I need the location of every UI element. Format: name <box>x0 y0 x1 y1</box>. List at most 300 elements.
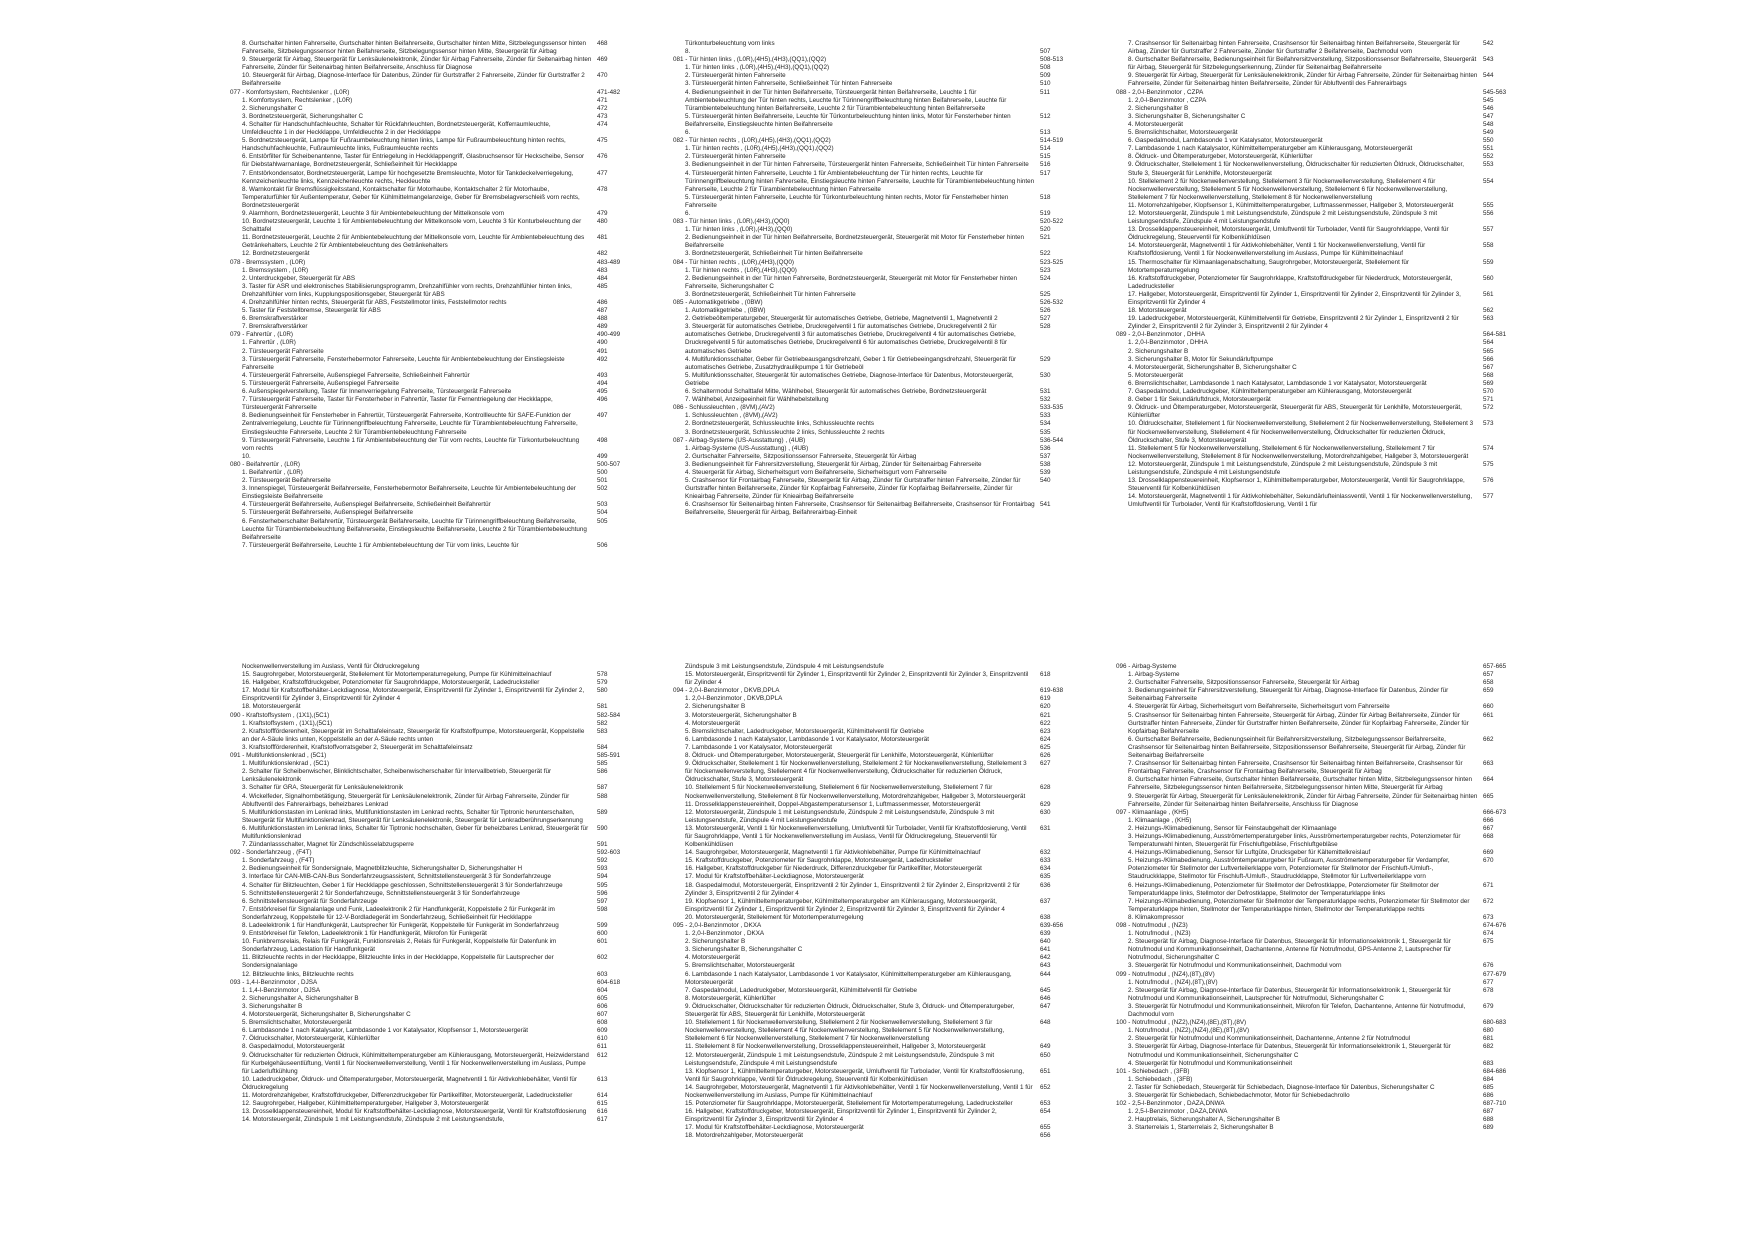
entry-text: 1. 2,0-l-Benzinmotor , DKXA <box>685 930 765 938</box>
entry-text: 10. Ladedruckgeber, Öldruck- und Öltemperaturgeber, Motorsteuergerät, Magnetventil 1 für Aktivkohlebehälter, Ventil für Öldruckregelung <box>242 1075 577 1091</box>
index-entry <box>242 865 637 873</box>
page-number: 627 <box>1040 760 1051 768</box>
index-entry <box>685 801 1080 809</box>
entry-text: 6. Lambdasonde 1 nach Katalysator, Lambdasonde 1 vor Katalysator, Klopfsensor 1, Motorsteuergerät <box>242 1027 528 1035</box>
entry-text: 1. Notrufmodul , (NZ3) <box>1128 930 1191 938</box>
page-number: 659 <box>1483 687 1494 695</box>
page-number: 602 <box>597 954 608 962</box>
entry-text: 7. Entstörkondensator, Bordnetzsteuergerät, Lampe für hochgesetzte Bremsleuchte, Motor für Tankdeckelverriegelung, Kennzeichenleuchte links, Kennzeichenleuchte rechts, Heckleuchte <box>242 169 574 185</box>
index-entry <box>242 1116 637 1124</box>
entry-text: 13. Drosselklappensteuereinheit, Klopfsensor 1, Kühlmitteltemperaturgeber, Motorsteuergerät, Ventil für Saugrohrklappe, Steuerventil für Kolbenkühldüsen <box>1128 477 1465 493</box>
index-entry <box>685 145 1080 153</box>
index-entry <box>685 809 1080 825</box>
page-number: 489 <box>597 323 608 331</box>
page-number: 508 <box>1040 64 1051 72</box>
page-number: 642 <box>1040 954 1051 962</box>
entry-text: 3. Steuergerät für automatisches Getriebe, Druckregelventil 1 für automatisches Getriebe, Druckregelventil 2 für automatisches Getriebe, Druckregelventil 3 für automatisches Getriebe, Druckregelventil 4 für automatisches Getriebe, Druckregelventil 5 für automatisches Getriebe, Druckregelventil 6 für automatisches Getriebe, Druckregelventil 8 für automatisches Getriebe <box>685 323 1016 355</box>
index-entry <box>242 1076 637 1092</box>
index-entry <box>1128 825 1523 833</box>
index-entry <box>242 857 637 865</box>
entry-text: 7. Bremskraftverstärker <box>242 323 308 331</box>
entry-text: 6. Crashsensor für Seitenairbag hinten Fahrerseite, Crashsensor für Seitenairbag Beifahrerseite, Crashsensor für Frontairbag Beifahrerseite, Steuergerät für Airbag, Beifahrerairbag-Einheit <box>685 501 1035 517</box>
entry-text: 081 - Tür hinten links , (L0R),(4H5),(4H3),(QQ1),(QQ2) <box>673 56 827 64</box>
page-number: 606 <box>597 1002 608 1010</box>
page-number: 490-499 <box>597 331 621 339</box>
entry-text: 9. Öldruckschalter, Stellelement 1 für Nockenwellenverstellung, Stellelement 2 für Nockenwellenverstellung, Stellelement 3 für Nockenwellenverstellung, Stellelement 4 für Nockenwellenverstellung, Öldruckschalter für reduzierten Öldruck, Öldruckschalter, Stufe 3, Motorsteuergerät <box>685 760 1027 784</box>
index-entry <box>685 849 1080 857</box>
index-entry <box>242 744 637 752</box>
entry-text: 3. Sicherungshalter B, Sicherungshalter C <box>685 946 803 954</box>
index-entry <box>242 275 637 283</box>
page-number: 536-544 <box>1040 436 1064 444</box>
page-number: 548 <box>1483 120 1494 128</box>
index-entry <box>685 962 1080 970</box>
index-entry <box>685 48 1080 56</box>
entry-text: 3. Bedienungseinheit für Fahrersitzverstellung, Steuergerät für Airbag, Zünder für Seitenairbag Fahrerseite <box>685 460 982 468</box>
entry-text: 6. Lambdasonde 1 nach Katalysator, Lambdasonde 1 vor Katalysator, Kühlmitteltemperaturgeber am Kühlerausgang, Motorsteuergerät <box>685 970 1012 986</box>
page-number: 519 <box>1040 209 1051 217</box>
index-section-heading <box>230 89 637 97</box>
page-number: 487 <box>597 307 608 315</box>
index-section-heading <box>230 849 637 857</box>
page-number: 515 <box>1040 153 1051 161</box>
entry-text: 1. Komfortsystem, Rechtslenker , (L0R) <box>242 96 353 104</box>
index-entry <box>685 857 1080 865</box>
entry-text: 8. Gurtschalter Beifahrerseite, Bedienungseinheit für Beifahrersitzverstellung, Sitzpositionssensor Beifahrerseite, Steuergerät für Airbag, Steuergerät für Sitzbelegungserkennung, Zünder für Seitenairbag Beifahrerseite <box>1128 56 1477 72</box>
entry-text: 2. Bordnetzsteuergerät, Schlussleuchte links, Schlussleuchte rechts <box>685 420 875 428</box>
page-number: 637 <box>1040 897 1051 905</box>
index-entry <box>242 477 637 485</box>
index-entry <box>685 64 1080 72</box>
entry-text: 2. Sicherungshalter B <box>1128 347 1189 355</box>
entry-text: 11. Motordrehzahlgeber, Kraftstoffdruckgeber, Differenzdruckgeber für Partikelfilter, Motorsteuergerät, Ladedrucksteller <box>242 1091 573 1099</box>
index-entry <box>242 210 637 218</box>
entry-text: 1. Fahrertür , (L0R) <box>242 339 296 347</box>
page-number: 603 <box>597 970 608 978</box>
page-number: 522 <box>1040 250 1051 258</box>
entry-text: 2. Sicherungshalter C <box>242 104 303 112</box>
page-number: 641 <box>1040 946 1051 954</box>
page-number: 636 <box>1040 881 1051 889</box>
page-number: 621 <box>1040 711 1051 719</box>
entry-text: 8. Gaspedalmodul, Motorsteuergerät <box>242 1043 345 1051</box>
page-number: 583 <box>597 727 608 735</box>
index-entry <box>685 234 1080 250</box>
page-number: 577 <box>1483 493 1494 501</box>
index-entry <box>685 210 1080 218</box>
index-entry <box>242 234 637 250</box>
index-entry <box>242 153 637 169</box>
entry-text: 4. Motorsteuergerät <box>1128 120 1183 128</box>
index-entry <box>685 914 1080 922</box>
page-2-column-2 <box>673 663 1080 1141</box>
entry-text: 7. Lambdasonde 1 nach Katalysator, Kühlmitteltemperaturgeber am Kühlerausgang, Motorsteuergerät <box>1128 145 1413 153</box>
entry-text: 19. Klopfsensor 1, Kühlmitteltemperaturgeber, Kühlmitteltemperaturgeber am Kühlerausgang, Motorsteuergerät, Einspritzventil für Zylinder 1, Einspritzventil für Zylinder 2, Einspritzventil für Zylinder 3, Einspritzventil für Zylinder 4 <box>685 897 1005 913</box>
index-entry <box>242 372 637 380</box>
entry-text: 3. Steuergerät für Airbag, Diagnose-Interface für Datenbus, Steuergerät für Informationselektronik 1, Steuergerät für Notrufmodul und Kommunikationseinheit, Sicherungshalter C <box>1128 1043 1451 1059</box>
index-entry <box>685 388 1080 396</box>
page-number: 558 <box>1483 242 1494 250</box>
entry-text: 13. Klopfsensor 1, Kühlmitteltemperaturgeber, Motorsteuergerät, Umluftventil für Turbolader, Ventil für Kraftstoffdosierung, Ventil für Saugrohrklappe, Ventil für Öldruckregelung, Steuerventil für Kolbenkühldüsen <box>685 1067 1025 1083</box>
index-entry <box>685 356 1080 372</box>
page-number: 531 <box>1040 388 1051 396</box>
page-number: 600 <box>597 930 608 938</box>
page-number: 670 <box>1483 857 1494 865</box>
entry-text: 12. Motorsteuergerät, Zündspule 1 mit Leistungsendstufe, Zündspule 2 mit Leistungsendstufe, Zündspule 3 mit Leistungsendstufe, Zündspule 4 mit Leistungsendstufe <box>1128 460 1438 476</box>
page-number: 521 <box>1040 234 1051 242</box>
page-number: 476 <box>597 153 608 161</box>
index-entry <box>242 218 637 234</box>
page-number: 653 <box>1040 1100 1051 1108</box>
index-entry <box>685 760 1080 784</box>
entry-text: 2. Türsteuergerät hinten Fahrerseite <box>685 72 786 80</box>
index-entry <box>242 679 637 687</box>
page-number: 604-618 <box>597 978 621 986</box>
page-number: 683 <box>1483 1059 1494 1067</box>
entry-text: 3. Steuergerät für Notrufmodul und Kommunikationseinheit, Mikrofon für Telefon, Dachantenne, Antenne für Notrufmodul, Dachmodul vorn <box>1128 1002 1466 1019</box>
entry-text: 17. Hallgeber, Motorsteuergerät, Einspritzventil für Zylinder 1, Einspritzventil für Zylinder 2, Einspritzventil für Zylinder 3, Einspritzventil für Zylinder 4 <box>1128 290 1461 306</box>
index-entry <box>1128 493 1523 509</box>
index-entry <box>685 865 1080 873</box>
page-1-column-1 <box>230 40 637 550</box>
page-number: 504 <box>597 509 608 517</box>
page-number: 687 <box>1483 1108 1494 1116</box>
page-number: 516 <box>1040 161 1051 169</box>
page-number: 471-482 <box>597 88 621 96</box>
index-entry <box>242 995 637 1003</box>
index-entry <box>242 1108 637 1116</box>
entry-text: 7. Gaspedalmodul, Ladedruckgeber, Motorsteuergerät, Kühlmittelventil für Getriebe <box>685 986 918 994</box>
index-entry <box>685 995 1080 1003</box>
index-entry <box>1128 736 1523 760</box>
page-number: 634 <box>1040 865 1051 873</box>
index-entry <box>242 105 637 113</box>
page-number: 593 <box>597 865 608 873</box>
entry-text: 11. Motorrehzahlgeber, Klopfsensor 1, Kühlmitteltemperaturgeber, Luftmassenmesser, Hallgeber 3, Motorsteuergerät <box>1128 201 1454 209</box>
entry-text: 9. Öldruckschalter, Öldruckschalter für reduzierten Öldruck, Öldruckschalter, Stufe 3, Öldruck- und Öltemperaturgeber, Steuergerät für ABS, Steuergerät für Lenkhilfe, Motorsteuergerät <box>685 1002 1015 1019</box>
index-entry <box>1128 307 1523 315</box>
index-entry <box>242 501 637 509</box>
entry-text: 1. Tür hinten rechts , (L0R),(4H3),(QQ0) <box>685 266 797 274</box>
entry-text: 082 - Tür hinten rechts , (L0R),(4H5),(4H3),(QQ1),(QQ2) <box>673 137 831 145</box>
index-entry <box>685 728 1080 736</box>
page-number: 541 <box>1040 501 1051 509</box>
index-entry <box>1128 760 1523 776</box>
page-number: 605 <box>597 994 608 1002</box>
page-number: 591 <box>597 841 608 849</box>
index-entry <box>685 170 1080 194</box>
entry-text: 8. Gurtschalter hinten Fahrerseite, Gurtschalter hinten Beifahrerseite, Gurtschalter hinten Mitte, Sitzbelegungssensor hinten Fahrerseite, Sitzbelegungssensor hinten Beifahrerseite, Sitzbelegungssensor hinten Mitte, Steuergerät für Airbag <box>1128 776 1473 792</box>
entry-text: 13. Drosselklappensteuereinheit, Modul für Kraftstoffbehälter-Leckdiagnose, Motorsteuergerät, Ventil für Kraftstoffdosierung <box>242 1108 587 1116</box>
entry-text: 4. Motorsteuergerät <box>685 954 740 962</box>
entry-text: 1. Klimaanlage , (KH5) <box>1128 816 1192 824</box>
entry-text: 5. Türsteuergerät hinten Fahrerseite, Leuchte für Türkonturbeleuchtung hinten rechts, Motor für Fensterheber hinten Fahrerseite <box>685 193 1009 209</box>
page-number: 668 <box>1483 832 1494 840</box>
page-number: 639-656 <box>1040 922 1064 929</box>
page-number: 643 <box>1040 962 1051 970</box>
entry-text: 15. Potenziometer für Saugrohrklappe, Motorsteuergerät, Stellelement für Motortemperaturregelung, Ladedrucksteller <box>685 1100 1013 1108</box>
page-number: 485 <box>597 282 608 290</box>
entry-text: 6. <box>685 209 691 217</box>
index-entry <box>685 663 1080 671</box>
page-number: 565 <box>1483 347 1494 355</box>
page-number: 534 <box>1040 420 1051 428</box>
entry-text: 16. Hallgeber, Kraftstoffdruckgeber, Motorsteuergerät, Einspritzventil für Zylinder 1, Einspritzventil für Zylinder 2, Einspritzventil für Zylinder 3, Einspritzventil für Zylinder 4 <box>685 1108 997 1124</box>
index-entry <box>685 695 1080 703</box>
entry-text: 3. Bedienungseinheit für Fahrersitzverstellung, Steuergerät für Airbag, Diagnose-Interface für Datenbus, Zünder für Seitenairbag Fahrerseite <box>1128 687 1449 703</box>
entry-text: 5. Bremslichtschalter, Motorsteuergerät <box>242 1019 352 1027</box>
entry-text: 102 - 2,5-l-Benzinmotor , DAZA,DNWA <box>1116 1100 1225 1108</box>
index-entry <box>242 186 637 210</box>
page-number: 616 <box>597 1108 608 1116</box>
page-number: 590 <box>597 824 608 832</box>
page-number: 526 <box>1040 307 1051 315</box>
entry-text: 088 - 2,0-l-Benzinmotor , CZPA <box>1116 88 1204 96</box>
page-number: 667 <box>1483 824 1494 832</box>
index-entry <box>1128 857 1523 881</box>
index-entry <box>1128 712 1523 736</box>
index-entry <box>685 250 1080 258</box>
page-number: 629 <box>1040 800 1051 808</box>
page-number: 559 <box>1483 258 1494 266</box>
page-number: 619-638 <box>1040 687 1064 695</box>
page-number: 483-489 <box>597 258 621 266</box>
index-entry <box>1128 817 1523 825</box>
index-entry <box>1128 461 1523 477</box>
index-section-heading <box>673 137 1080 145</box>
entry-text: 9. Türsteuergerät Fahrerseite, Leuchte 1 für Ambientebeleuchtung der Tür vorn rechts, Leuchte für Türkonturbeleuchtung vorn rechts <box>242 436 580 452</box>
entry-text: 3. Türsteuergerät Fahrerseite, Fensterhebermotor Fahrerseite, Leuchte für Ambientebeleuchtung der Einstiegsleiste Fahrerseite <box>242 355 565 371</box>
page-number: 473 <box>597 112 608 120</box>
page-number: 569 <box>1483 379 1494 387</box>
index-entry <box>685 736 1080 744</box>
entry-text: 079 - Fahrertür , (L0R) <box>230 331 293 339</box>
index-entry <box>242 121 637 137</box>
entry-text: Nockenwellenverstellung im Auslass, Ventil für Öldruckregelung <box>242 663 420 670</box>
entry-text: 11. Stellelement 5 für Nockenwellenverstellung, Stellelement 6 für Nockenwellenverstellung, Stellelement 7 für Nockenwellenverstellung, Stellelement 8 für Nockenwellenverstellung, Motordrehzahlgeber, Hallgeber 3, Motorsteuergerät <box>1128 444 1469 460</box>
entry-text: 19. Ladedruckgeber, Motorsteuergerät, Kühlmittelventil für Getriebe, Einspritzventil 2 für Zylinder 1, Einspritzventil 2 für Zylinder 2, Einspritzventil 2 für Zylinder 3, Einspritzventil 2 für Zylinder 4 <box>1128 315 1459 331</box>
entry-text: 6. Heizungs-/Klimabedienung, Potenziometer für Stellmotor der Defrostklappe, Potenziometer für Stellmotor der Temperaturklappe links, Stellmotor der Defrostklappe, Stellmotor der Temperaturklappe links <box>1128 881 1440 897</box>
page-number: 654 <box>1040 1108 1051 1116</box>
index-section-heading <box>1116 1100 1523 1108</box>
entry-text: 8. Geber 1 für Sekundärluftdruck, Motorsteuergerät <box>1128 396 1271 404</box>
entry-text: 2. Türsteuergerät Beifahrerseite <box>242 477 331 485</box>
entry-text: 5. Multifunktionstasten im Lenkrad links, Multifunktionstasten im Lenkrad rechts, Schalter für Tiptronic herunterschalten, Steuergerät für Multifunktionslenkrad, Steuergerät für Lenksäulenelektronik, Steuergerät für Lenkradberührungserkennung <box>242 808 583 824</box>
entry-text: 093 - 1,4-l-Benzinmotor , DJSA <box>230 978 318 986</box>
entry-text: 078 - Bremssystem , (L0R) <box>230 258 306 266</box>
page-number: 674-676 <box>1483 922 1507 929</box>
entry-text: 080 - Beifahrertür , (L0R) <box>230 460 300 468</box>
index-entry <box>242 315 637 323</box>
entry-text: 8. Klimakompressor <box>1128 913 1184 921</box>
entry-text: 4. Drehzahlfühler hinten rechts, Steuergerät für ABS, Feststellmotor links, Feststellmotor rechts <box>242 299 507 306</box>
entry-text: 10. Stellelement 5 für Nockenwellenverstellung, Stellelement 6 für Nockenwellenverstellung, Stellelement 7 für Nockenwellenverstellung, Stellelement 8 für Nockenwellenverstellung, Motordrehzahlgeber, Hallgeber 3, Motorsteuergerät <box>685 784 1026 800</box>
index-entry <box>685 194 1080 210</box>
index-entry <box>685 226 1080 234</box>
index-entry <box>242 267 637 275</box>
page-number: 530 <box>1040 371 1051 379</box>
entry-text: 8. Öldruck- und Öltemperaturgeber, Motorsteuergerät, Steuergerät für Lenkhilfe, Motorsteuergerät, Kühlerlüfter <box>685 752 994 760</box>
entry-text: 3. Innenspiegel, Türsteuergerät Beifahrerseite, Fensterhebermotor Beifahrerseite, Leuchte für Ambientebeleuchtung der Einstiegsleiste Beifahrerseite <box>242 485 576 501</box>
page-number: 608 <box>597 1019 608 1027</box>
page-number: 477 <box>597 169 608 177</box>
page-number: 658 <box>1483 679 1494 687</box>
index-entry <box>242 307 637 315</box>
index-entry <box>685 291 1080 299</box>
index-entry <box>242 72 637 88</box>
page-number: 673 <box>1483 913 1494 921</box>
page-number: 556 <box>1483 209 1494 217</box>
index-entry <box>242 703 637 711</box>
page-2-column-3 <box>1116 663 1523 1132</box>
index-entry <box>685 873 1080 881</box>
page-number: 525 <box>1040 290 1051 298</box>
index-entry <box>242 882 637 890</box>
page-number: 486 <box>597 299 608 306</box>
index-entry <box>242 453 637 461</box>
page-number: 512 <box>1040 112 1051 120</box>
index-entry <box>685 40 1080 48</box>
page-number: 669 <box>1483 849 1494 857</box>
index-entry <box>685 307 1080 315</box>
entry-text: 9. Öldruck- und Öltemperaturgeber, Motorsteuergerät, Steuergerät für ABS, Steuergerät für Lenkhilfe, Motorsteuergerät, Kühlerlüfter <box>1128 404 1462 420</box>
index-entry <box>242 356 637 372</box>
page-number: 570 <box>1483 388 1494 396</box>
page-number: 652 <box>1040 1083 1051 1091</box>
index-entry <box>242 898 637 906</box>
page-number: 620 <box>1040 703 1051 711</box>
entry-text: 3. Bordnetzsteuergerät, Schließeinheit Tür hinten Fahrerseite <box>685 290 856 298</box>
index-section-heading <box>673 437 1080 445</box>
entry-text: 12. Motorsteuergerät, Zündspule 1 mit Leistungsendstufe, Zündspule 2 mit Leistungsendstufe, Zündspule 3 mit Leistungsendstufe, Zündspule 4 mit Leistungsendstufe <box>685 1051 995 1067</box>
entry-text: 3. Bordnetzsteuergerät, Sicherungshalter C <box>242 112 364 120</box>
index-entry <box>685 323 1080 355</box>
index-entry <box>242 760 637 768</box>
entry-text: 3. Motorsteuergerät, Sicherungshalter B <box>685 711 797 719</box>
entry-text: 2. Steuergerät für Airbag, Diagnose-Interface für Datenbus, Steuergerät für Informationselektronik 1, Steuergerät für Notrufmodul und Kommunikationseinheit, Dachantenne, Antenne für Notrufmodul, GPS-Antenne 2, Lautsprecher für Notrufmodul, Sicherungshalter C <box>1128 938 1452 962</box>
index-entry <box>1128 445 1523 461</box>
entry-text: 11. Bordnetzsteuergerät, Leuchte 2 für Ambientebeleuchtung der Mittelkonsole vorn, Leuchte für Ambientebeleuchtung des Getränkehalters, Leuchte 2 für Ambientebeleuchtung des Getränkehalters <box>242 234 585 250</box>
entry-text: 3. Schalter für GRA, Steuergerät für Lenksäulenelektronik <box>242 784 404 792</box>
index-section-heading <box>673 687 1080 695</box>
index-entry <box>685 461 1080 469</box>
index-entry <box>1128 380 1523 388</box>
page-number: 674 <box>1483 930 1494 938</box>
index-section-heading <box>230 461 637 469</box>
index-entry <box>685 712 1080 720</box>
page-number: 508-513 <box>1040 56 1064 64</box>
index-entry <box>685 898 1080 914</box>
page-number: 582-584 <box>597 711 621 719</box>
index-entry <box>1128 121 1523 129</box>
entry-text: 7. Zündanlassschalter, Magnet für Zündschlüsselabzugsperre <box>242 841 414 849</box>
page-number: 657 <box>1483 671 1494 679</box>
entry-text: 18. Motordrehzahlgeber, Motorsteuergerät <box>685 1132 803 1140</box>
entry-text: 6. Lambdasonde 1 nach Katalysator, Lambdasonde 1 vor Katalysator, Motorsteuergerät <box>685 735 929 743</box>
page-number: 604 <box>597 986 608 994</box>
entry-text: 3. Steuergerät für Notrufmodul und Kommunikationseinheit, Dachmodul vorn <box>1128 962 1342 970</box>
index-entry <box>1128 962 1523 970</box>
entry-text: 2. Bedienungseinheit für Sondersignale, Magnetblitzleuchte, Sicherungshalter D, Sicherungshalter H <box>242 865 523 873</box>
index-entry <box>1128 242 1523 258</box>
page-number: 518 <box>1040 193 1051 201</box>
page-number: 574 <box>1483 444 1494 452</box>
entry-text: 5. Türsteuergerät Beifahrerseite, Außenspiegel Beifahrerseite <box>242 509 414 517</box>
entry-text: 4. Steuergerät für Airbag, Sicherheitsgurt vorn Beifahrerseite, Sicherheitsgurt vorn Fahrerseite <box>685 468 947 476</box>
page-number: 517 <box>1040 169 1051 177</box>
page-number: 646 <box>1040 994 1051 1002</box>
page-number: 537 <box>1040 452 1051 460</box>
page-number: 633 <box>1040 857 1051 865</box>
index-entry <box>242 663 637 671</box>
entry-text: 14. Motorsteuergerät, Zündspule 1 mit Leistungsendstufe, Zündspule 2 mit Leistungsendstufe, <box>242 1116 505 1124</box>
index-entry <box>242 388 637 396</box>
index-entry <box>685 1132 1080 1140</box>
entry-text: 14. Motorsteuergerät, Magnetventil 1 für Aktivkohlebehälter, Ventil 1 für Nockenwellenverstellung, Ventil für Kraftstoffdosierung, Ventil 1 für Nockenwellenverstellung im Auslass, Pumpe für Kühlmittelnachlauf <box>1128 242 1426 258</box>
entry-text: 6. Multifunktionstasten im Lenkrad links, Schalter für Tiptronic hochschalten, Geber für beheizbares Lenkrad, Steuergerät für Multifunktionslenkrad <box>242 824 589 840</box>
page-number: 523 <box>1040 266 1051 274</box>
index-entry <box>685 1124 1080 1132</box>
page-number: 572 <box>1483 404 1494 412</box>
entry-text: 1. Kraftstoffsystem , (1X1),(5C1) <box>242 719 333 727</box>
entry-text: 13. Drosselklappensteuereinheit, Motorsteuergerät, Umluftventil für Turbolader, Ventil für Saugrohrklappe, Ventil für Öldruckregelung, Steuerventil für Kolbenkühldüsen <box>1128 226 1449 242</box>
entry-text: 5. Heizungs-/Klimabedienung, Ausströmtemperaturgeber für Fußraum, Ausströmertemperaturgeber für Verdampfer, Potenziometer für Stellmotor der Luftverteilerklappe vorn, Potenziometer für Stellmotor der Frischluft-/Umluft-, Staudruckklappe, Stellmotor für Frischluft-/Umluft-, Staudruckklappe, Stellmotor für Luftverteilerklappe vorn <box>1128 857 1450 881</box>
index-entry <box>685 469 1080 477</box>
entry-text: 1. 2,0-l-Benzinmotor , DHHA <box>1128 339 1208 347</box>
index-entry <box>1128 1043 1523 1059</box>
index-entry <box>1128 356 1523 364</box>
entry-text: 10. Stellelement 2 für Nockenwellenverstellung, Stellelement 3 für Nockenwellenverstellung, Stellelement 4 für Nockenwellenverstellung, Stellelement 5 für Nockenwellenverstellung, Stellelement 6 für Nockenwellenverstellung, Stellelement 7 für Nockenwellenverstellung, Stellelement 8 für Nockenwellenverstellung <box>1128 177 1448 201</box>
entry-text: 2. Sicherungshalter B <box>685 703 746 711</box>
page-number: 576 <box>1483 477 1494 485</box>
entry-text: 3. Taster für ASR und elektronisches Stabilisierungsprogramm, Drehzahlfühler vorn rechts, Drehzahlfühler hinten links, Drehzahlfühler vorn links, Kupplungspositionsgeber, Steuergerät für ABS <box>242 282 572 298</box>
entry-text: 1. 2,0-l-Benzinmotor , CZPA <box>1128 96 1207 104</box>
page-number: 596 <box>597 889 608 897</box>
index-section-heading <box>230 331 637 339</box>
entry-text: 8. Ladeelektronik 1 für Handfunkgerät, Lautsprecher für Funkgerät, Koppelstelle für Funkgerät im Sonderfahrzeug <box>242 922 559 929</box>
page-number: 506 <box>597 541 608 549</box>
entry-text: 16. Hallgeber, Kraftstoffdruckgeber für Niederdruck, Differenzdruckgeber für Partikelfilter, Motorsteuergerät <box>685 865 982 873</box>
page-number: 510 <box>1040 80 1051 88</box>
index-section-heading <box>673 404 1080 412</box>
page-number: 555 <box>1483 201 1494 209</box>
entry-text: 1. Notrufmodul , (NZ4),(8T),(8V) <box>1128 978 1218 986</box>
index-entry <box>242 56 637 72</box>
entry-text: 1. Notrufmodul , (NZ2),(NZ4),(8E),(8T),(8V) <box>1128 1027 1250 1035</box>
index-entry <box>242 793 637 809</box>
entry-text: 1. Schiebedach , (3FB) <box>1128 1075 1193 1083</box>
entry-text: 092 - Sonderfahrzeug , (F4T) <box>230 849 312 857</box>
index-entry <box>685 1043 1080 1051</box>
index-entry <box>685 671 1080 687</box>
entry-text: 1. 2,0-l-Benzinmotor , DKVB,DPLA <box>685 695 783 703</box>
entry-text: 18. Motorsteuergerät <box>1128 307 1187 315</box>
entry-text: 5. Crashsensor für Seitenairbag hinten Fahrerseite, Steuergerät für Airbag, Zünder für Airbag Beifahrerseite, Zünder für Gurtstraffer hinten Fahrerseite, Zünder für Gurtstraffer hinten Beifahrerseite, Zünder für Kopfairbag Fahrerseite, Zünder für Kopfairbag Beifahrerseite <box>1128 711 1469 735</box>
entry-text: 17. Modul für Kraftstoffbehälter-Leckdiagnose, Motorsteuergerät <box>685 1124 864 1132</box>
index-entry <box>685 315 1080 323</box>
page-number: 514 <box>1040 145 1051 153</box>
index-entry <box>685 882 1080 898</box>
page-number: 536 <box>1040 444 1051 452</box>
entry-text: 4. Steuergerät für Notrufmodul und Kommunikationseinheit <box>1128 1059 1293 1067</box>
index-entry <box>685 825 1080 849</box>
index-entry <box>242 873 637 881</box>
index-entry <box>1128 72 1523 88</box>
index-entry <box>1128 1108 1523 1116</box>
index-entry <box>1128 987 1523 1003</box>
entry-text: 098 - Notrufmodul , (NZ3) <box>1116 922 1188 929</box>
index-section-heading <box>1116 809 1523 817</box>
